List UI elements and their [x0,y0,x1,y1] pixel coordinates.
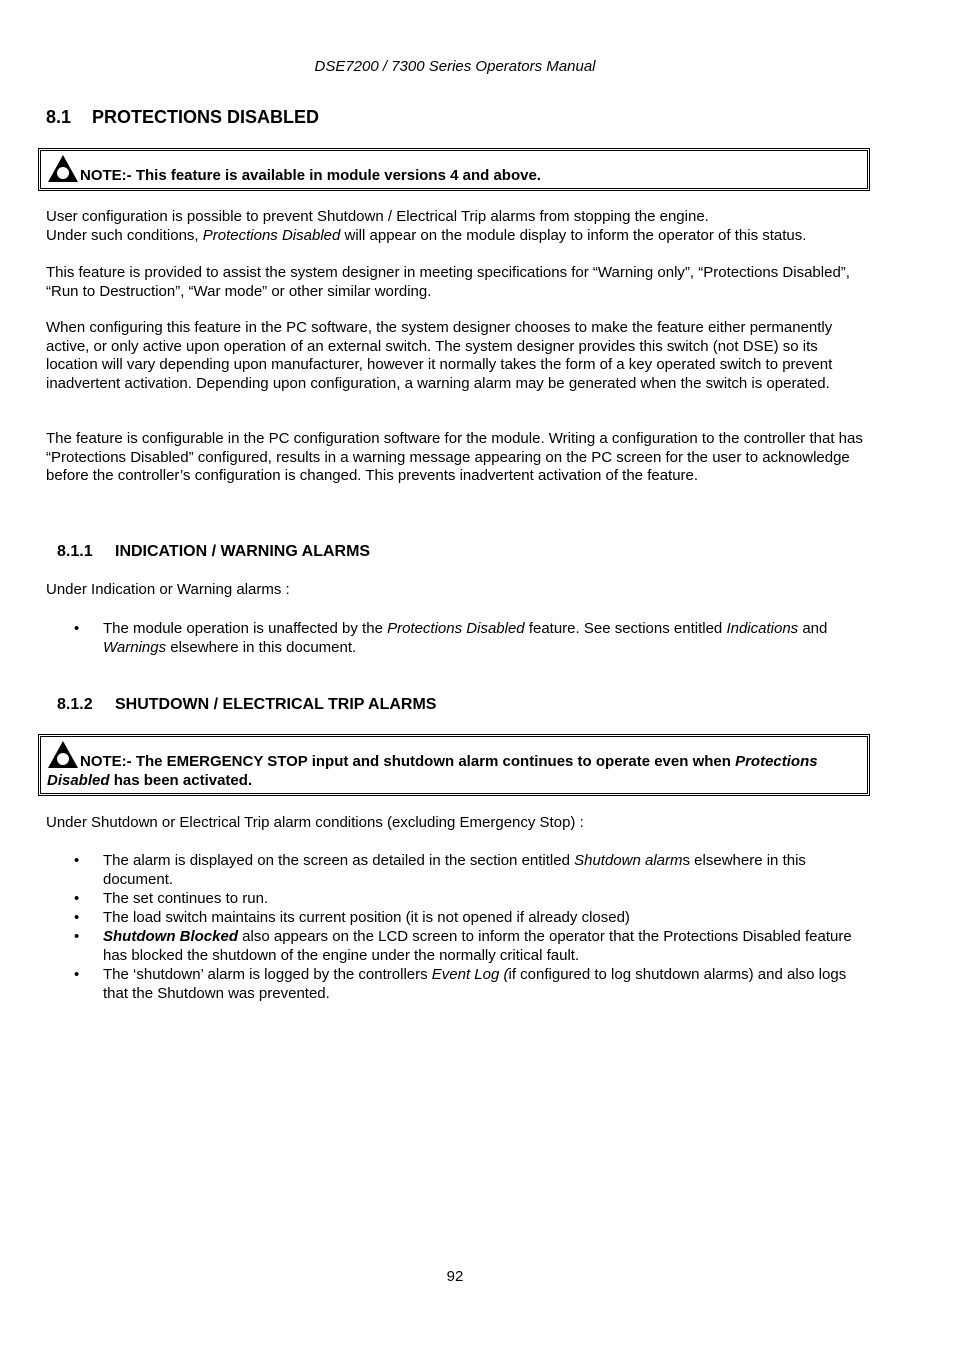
shutdown-lead: Under Shutdown or Electrical Trip alarm conditions (excluding Emergency Stop) : [46,814,584,831]
section-title: PROTECTIONS DISABLED [92,107,320,127]
subsection-heading-shutdown [57,696,436,714]
list-item: • The module operation is unaffected by the Protections Disabled feature. See sections entitled Indications and Warnings elsewhere in this document. [74,620,828,656]
note-text: NOTE:- This feature is available in module versions 4 and above. [80,167,541,184]
indication-lead: Under Indication or Warning alarms : [46,581,290,598]
intro-line-1: User configuration is possible to prevent Shutdown / Electrical Trip alarms from stopping the engine. [46,208,709,225]
intro-paragraph [46,208,866,245]
subsection-number: 8.1.1 [57,543,93,560]
note-box-emergency-stop: NOTE:- The EMERGENCY STOP input and shutdown alarm continues to operate even when Protections Disabled has been activated. [38,734,870,796]
paragraph-configurable: The feature is configurable in the PC configuration software for the module. Writing a configuration to the controller that has “Protections Disabled” configured, results in a warning message appearing on the PC screen for the user to acknowledge before the controller’s configuration is changed. This prevents inadvertent activation of the feature. [46,430,863,485]
indication-bullet-list [46,619,866,657]
shutdown-bullet-list [46,851,866,1003]
protections-disabled-term: Protections Disabled [202,226,341,244]
warning-icon [47,740,80,770]
list-item: • The set continues to run. [74,890,269,907]
subsection-number: 8.1.2 [57,696,93,713]
subsection-title: SHUTDOWN / ELECTRICAL TRIP ALARMS [115,696,437,713]
intro-line-2: Under such conditions, Protections Disabled will appear on the module display to inform the operator of this status. [46,226,807,244]
section-number: 8.1 [46,107,72,127]
paragraph-configuring: When configuring this feature in the PC software, the system designer chooses to make the feature either permanently active, or only active upon operation of an external switch. The system designer provides this switch (not DSE) so its location will vary depending upon manufacturer, however it normally takes the form of a key operated switch to prevent inadvertent activation. Depending upon configuration, a warning alarm may be generated when the switch is operated. [46,319,833,392]
list-item: • The load switch maintains its current position (it is not opened if already closed) [74,909,630,926]
section-heading [46,107,319,128]
list-item: • Shutdown Blocked also appears on the LCD screen to inform the operator that the Protections Disabled feature has blocked the shutdown of the engine under the normally critical fault. [74,928,852,964]
page-number: 92 [446,1268,464,1285]
subsection-title: INDICATION / WARNING ALARMS [115,543,371,560]
document-header-title: DSE7200 / 7300 Series Operators Manual [314,58,596,75]
list-item: • The ‘shutdown’ alarm is logged by the controllers Event Log (if configured to log shutdown alarms) and also logs that the Shutdown was prevented. [74,966,847,1002]
list-item: • The alarm is displayed on the screen as detailed in the section entitled Shutdown alarms elsewhere in this document. [74,852,806,888]
warning-icon [47,154,80,184]
shutdown-blocked-term: Shutdown Blocked [103,928,238,945]
subsection-heading-indication [57,543,370,561]
note-box-version [38,148,870,191]
paragraph-specifications: This feature is provided to assist the system designer in meeting specifications for “Warning only”, “Protections Disabled”, “Run to Destruction”, “War mode” or other similar wording. [46,264,850,300]
